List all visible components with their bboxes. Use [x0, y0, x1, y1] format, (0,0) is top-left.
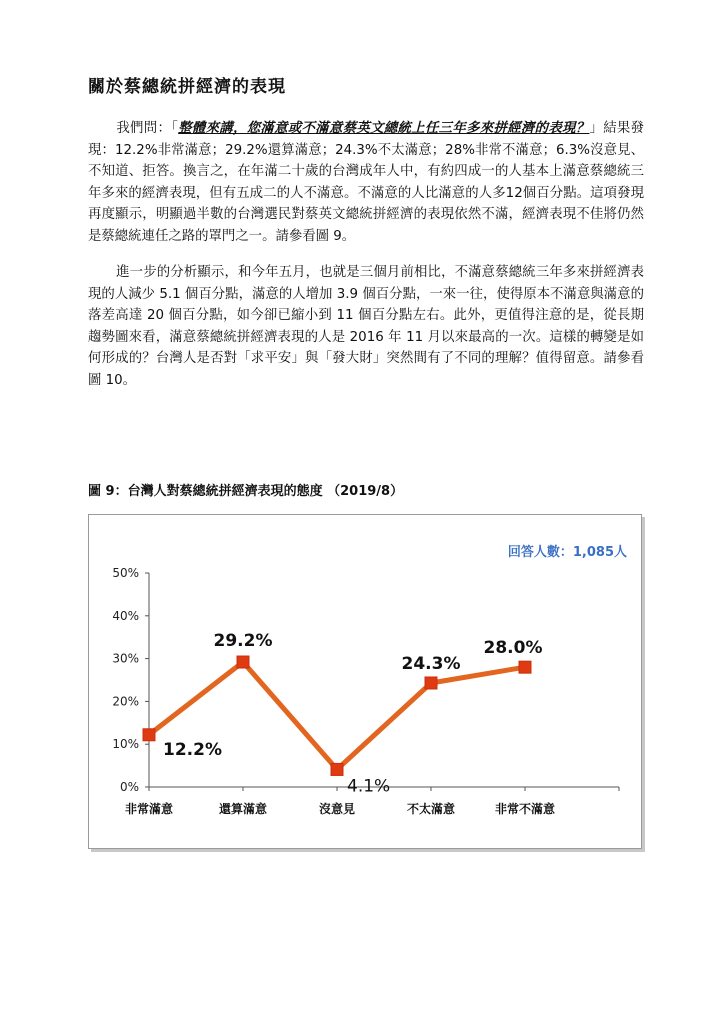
paragraph-2-body: 進一步的分析顯示，和今年五月，也就是三個月前相比，不滿意蔡總統三年多來拼經濟表現的人減少 5.1 個百分點，滿意的人增加 3.9 個百分點，一來一往，使得原本不滿意與滿意的落差高達 20 個百分點，如今卻已縮小到 11 個百分點左右。此外，更值得注意的是，從長期趨勢圖來看，滿意蔡總統拼經濟表現的人是 2016 年 11 月以來最高的一次。這樣的轉變是如何形成的？台灣人是否對「求平安」與「發大財」突然間有了不同的理解？值得留意。請參看圖 10。 [88, 265, 644, 388]
paragraph-2 [88, 262, 644, 391]
section-title: 關於蔡總統拼經濟的表現 [88, 77, 286, 97]
data-point [143, 729, 155, 741]
data-label: 28.0% [483, 638, 543, 659]
chart-frame [88, 514, 642, 849]
y-tick-label: 40% [112, 608, 139, 623]
data-label: 12.2% [163, 739, 222, 760]
y-tick-label: 0% [119, 780, 139, 794]
line-chart [89, 515, 641, 848]
respondents-count: 回答人數：1,085人 [507, 545, 627, 560]
y-tick-label: 30% [112, 651, 139, 666]
question-close: 」 [589, 121, 604, 136]
figure-caption: 圖 9：台灣人對蔡總統拼經濟表現的態度 （2019/8） [88, 484, 404, 499]
y-tick-label: 20% [112, 694, 139, 709]
data-point [425, 677, 437, 689]
x-tick-label: 非常不滿意 [494, 802, 556, 816]
x-tick-label: 沒意見 [318, 802, 356, 816]
data-point [237, 656, 249, 668]
question-lead: 我們問：「 [116, 121, 179, 136]
x-tick-label: 不太滿意 [406, 802, 456, 816]
data-point [519, 661, 531, 673]
paragraph-1 [88, 118, 644, 247]
y-tick-label: 50% [112, 566, 139, 580]
survey-question: 整體來講，您滿意或不滿意蔡英文總統上任三年多來拼經濟的表現？ [178, 121, 590, 136]
paragraph-1-body: 結果發現：12.2%非常滿意；29.2%還算滿意；24.3%不太滿意；28%非常不滿意；6.3%沒意見、不知道、拒答。換言之，在年滿二十歲的台灣成年人中，有約四成一的人基本上滿意蔡總統三年多來的經濟表現，但有五成二的人不滿意。不滿意的人比滿意的人多12個百分點。這項發現再度顯示，明顯過半數的台灣選民對蔡英文總統拼經濟的表現依然不滿，經濟表現不佳將仍然是蔡總統連任之路的罩門之一。請參看圖 9。 [88, 121, 644, 244]
x-tick-label: 非常滿意 [124, 802, 174, 816]
data-label: 24.3% [401, 653, 461, 674]
data-label: 4.1% [347, 776, 391, 797]
y-tick-label: 10% [112, 737, 139, 752]
data-label: 29.2% [213, 631, 273, 652]
data-point [331, 763, 343, 775]
x-tick-label: 還算滿意 [218, 802, 268, 816]
